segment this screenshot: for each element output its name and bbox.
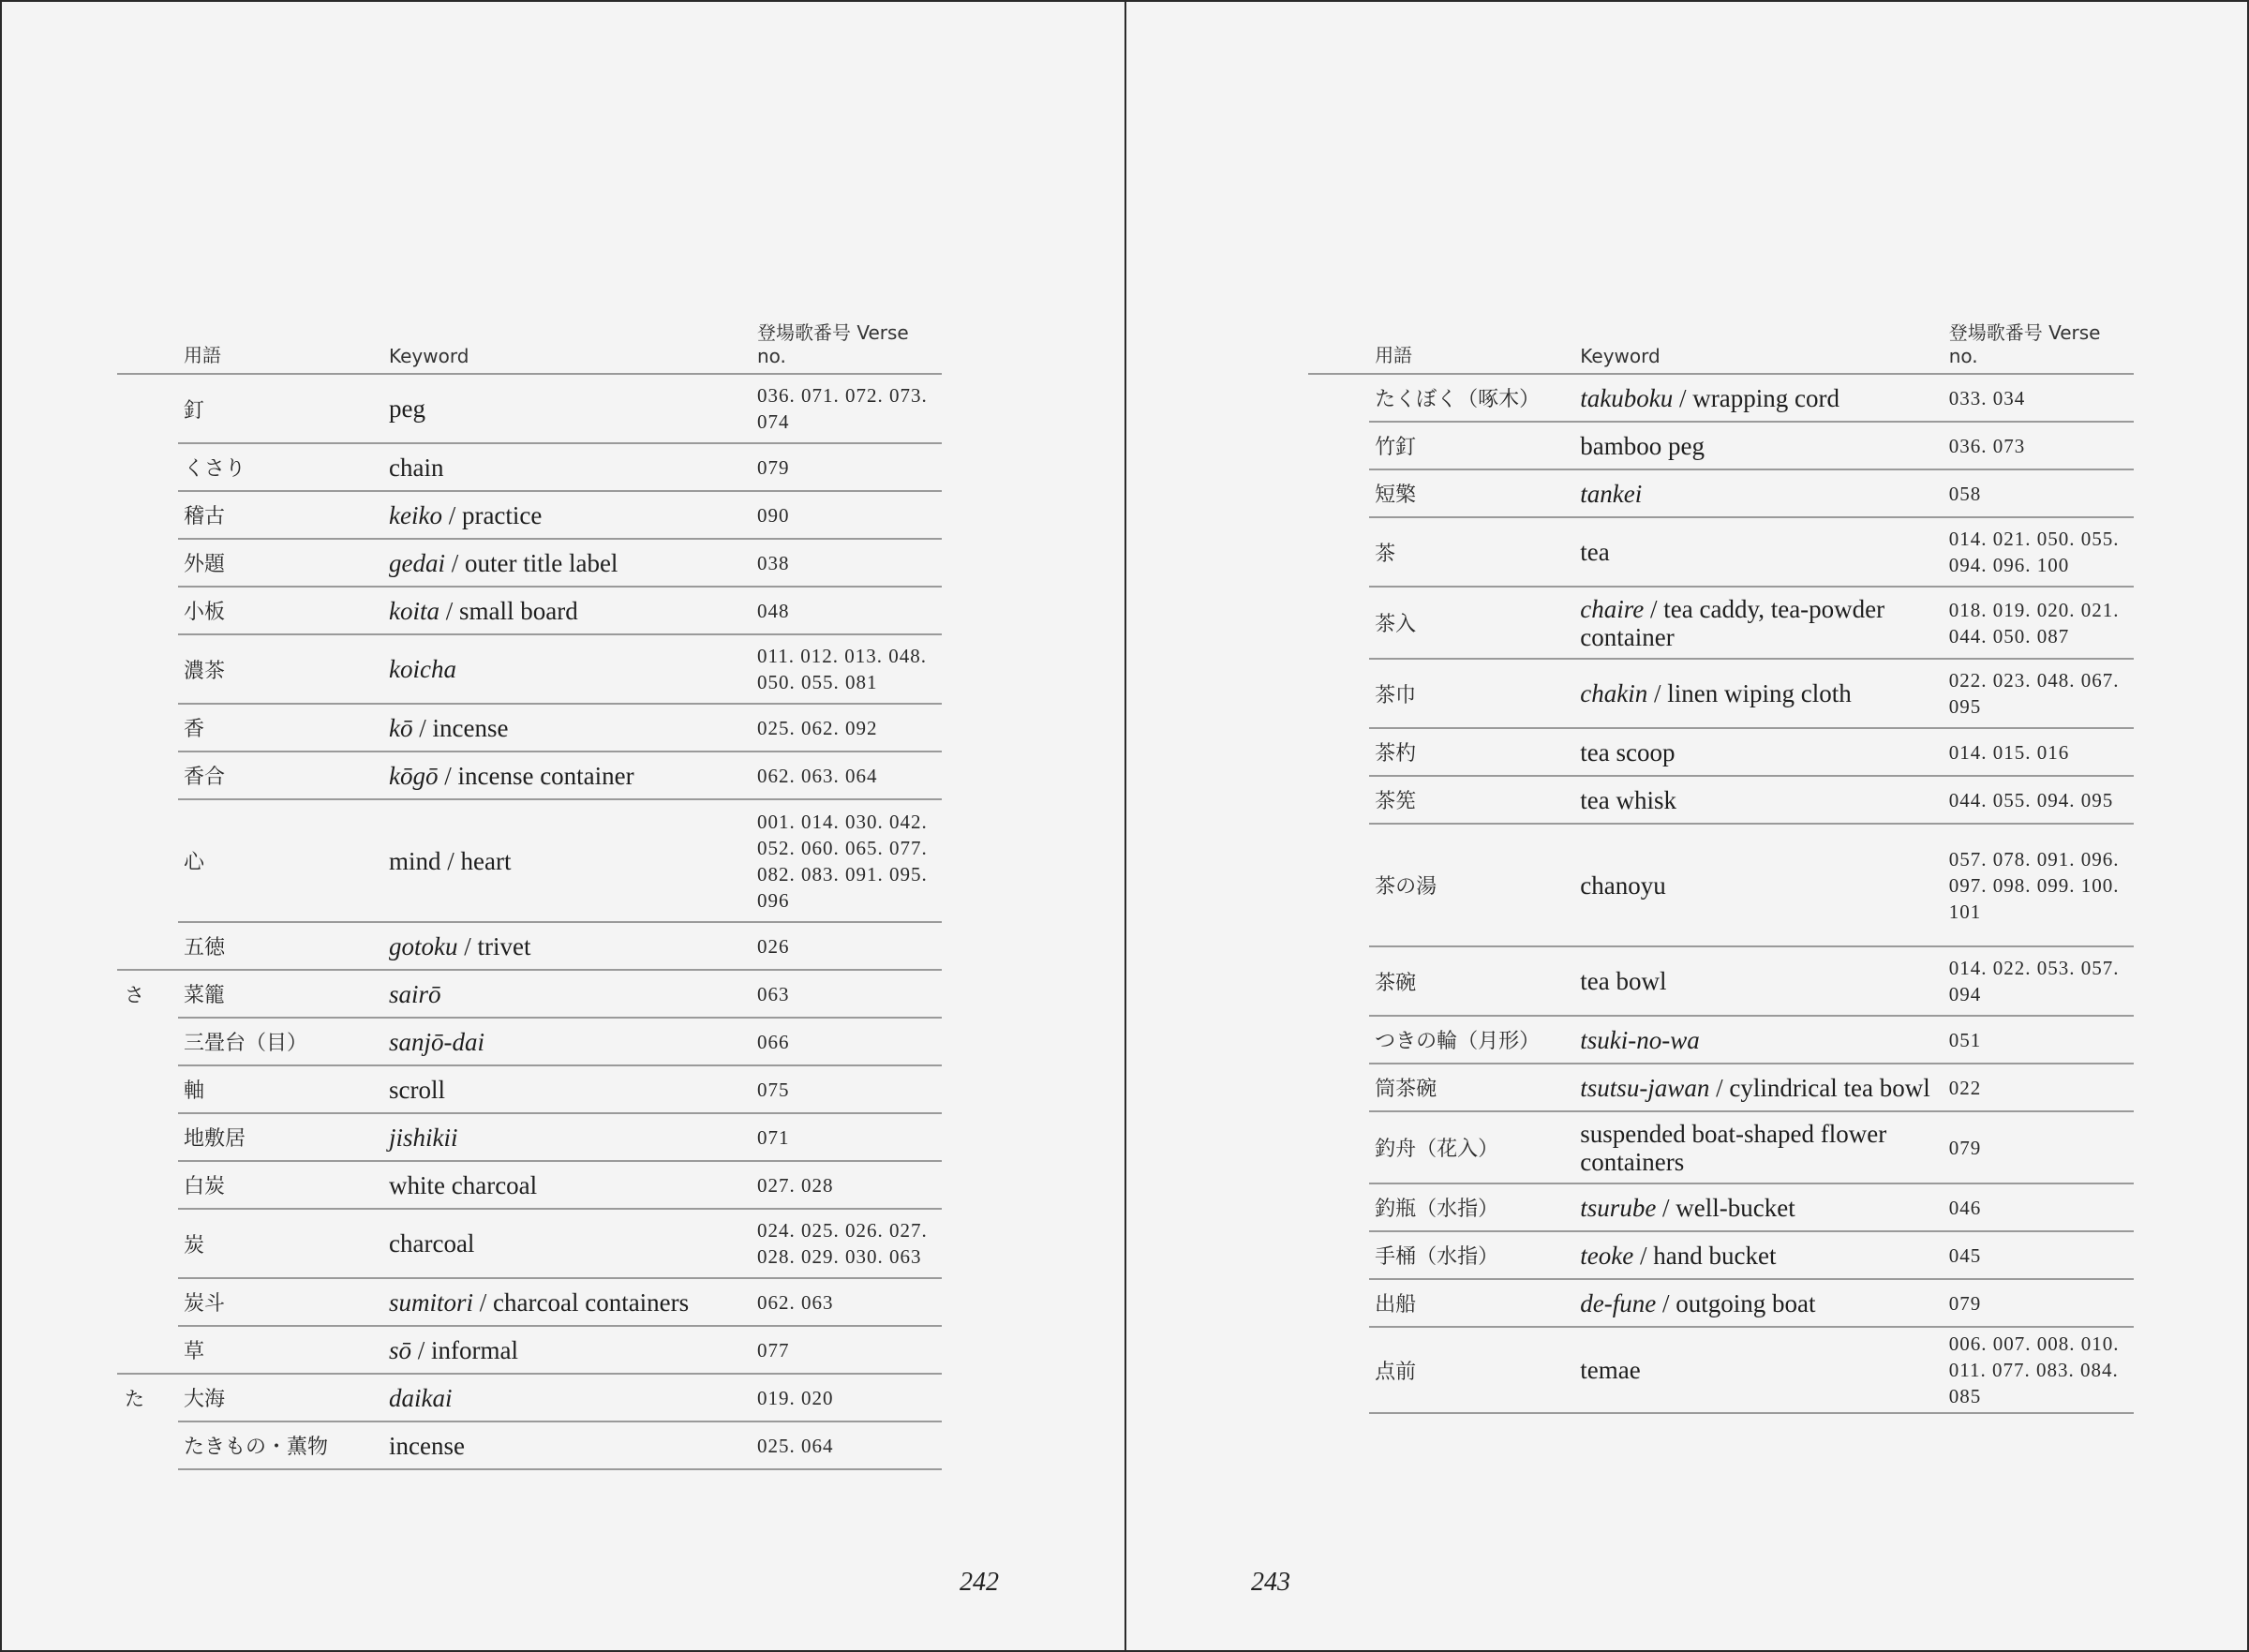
table-row [117,970,942,1018]
table-row [1308,1279,2134,1327]
term-japanese: 香合 [178,752,383,799]
term-japanese: 手桶（水指） [1369,1231,1574,1279]
term-japanese: 大海 [178,1374,383,1421]
keyword-english [383,1374,752,1421]
table-row [117,1065,942,1113]
term-japanese: 炭 [178,1209,383,1278]
term-japanese: 地敷居 [178,1113,383,1161]
section-kana: さ [117,970,178,1018]
verse-numbers: 022 [1944,1064,2134,1111]
section-kana [1308,422,1369,469]
keyword-text: charcoal [389,1229,475,1258]
keyword-english [1574,1183,1943,1231]
keyword-english [1574,1327,1943,1413]
section-kana [117,1065,178,1113]
keyword-english [383,1209,752,1278]
verse-numbers: 025. 062. 092 [752,704,942,752]
table-row [117,704,942,752]
keyword-english [383,587,752,634]
term-japanese: 草 [178,1326,383,1374]
table-row [1308,1016,2134,1064]
table-row [1308,1327,2134,1413]
term-japanese: 茶杓 [1369,728,1574,776]
table-row [117,1374,942,1421]
keyword-text: / wrapping cord [1673,383,1839,412]
table-row [1308,1111,2134,1183]
keyword-english [383,922,752,970]
keyword-italic: takuboku [1580,383,1674,412]
verse-header: 登場歌番号 Verse no. [1944,318,2134,374]
keyword-text: / cylindrical tea bowl [1709,1073,1930,1102]
keyword-text: incense [389,1431,465,1460]
glossary-table [117,318,942,1470]
table-row [1308,824,2134,946]
table-row [117,634,942,704]
table-row [1308,587,2134,659]
table-row [1308,776,2134,824]
left-page [2,2,1124,1650]
section-kana [1308,824,1369,946]
verse-numbers: 019. 020 [752,1374,942,1421]
term-japanese: 短檠 [1369,469,1574,517]
term-japanese: 竹釘 [1369,422,1574,469]
verse-numbers: 045 [1944,1231,2134,1279]
table-row [117,539,942,587]
verse-numbers: 071 [752,1113,942,1161]
keyword-english [383,1278,752,1326]
term-japanese: 炭斗 [178,1278,383,1326]
keyword-english [1574,659,1943,728]
term-japanese: 点前 [1369,1327,1574,1413]
section-kana [117,704,178,752]
section-kana [117,799,178,922]
section-kana [1308,1231,1369,1279]
term-japanese: 茶 [1369,517,1574,587]
keyword-italic: chakin [1580,679,1648,707]
keyword-text: tea bowl [1580,967,1667,995]
keyword-italic: sō [389,1335,412,1364]
section-kana [117,1161,178,1209]
keyword-text: / well-bucket [1656,1193,1795,1222]
keyword-text: mind / heart [389,846,512,875]
verse-numbers: 033. 034 [1944,374,2134,422]
keyword-italic: sairō [389,979,441,1008]
keyword-english [383,970,752,1018]
keyword-text: white charcoal [389,1170,538,1199]
keyword-text: chanoyu [1580,871,1666,900]
table-row [117,1018,942,1065]
glossary-rows [1308,374,2134,1413]
section-kana [117,752,178,799]
verse-numbers: 011. 012. 013. 048. 050. 055. 081 [752,634,942,704]
keyword-text: / practice [441,500,543,529]
verse-numbers: 018. 019. 020. 021. 044. 050. 087 [1944,587,2134,659]
table-row [1308,422,2134,469]
verse-numbers: 026 [752,922,942,970]
keyword-italic: daikai [389,1383,453,1412]
section-kana [117,922,178,970]
keyword-text: / charcoal containers [473,1287,690,1317]
term-japanese: 菜籠 [178,970,383,1018]
verse-numbers: 048 [752,587,942,634]
verse-numbers: 062. 063. 064 [752,752,942,799]
section-kana [117,443,178,491]
term-japanese: 香 [178,704,383,752]
section-kana [117,1113,178,1161]
table-row [1308,728,2134,776]
section-kana [1308,1016,1369,1064]
keyword-english [383,634,752,704]
table-row [117,1278,942,1326]
keyword-english [383,491,752,539]
term-japanese: 軸 [178,1065,383,1113]
verse-numbers: 079 [1944,1279,2134,1327]
table-row [1308,659,2134,728]
keyword-english [1574,1231,1943,1279]
page-number: 242 [960,1568,999,1597]
keyword-english [1574,469,1943,517]
section-kana [117,491,178,539]
keyword-english [1574,824,1943,946]
verse-numbers: 079 [752,443,942,491]
verse-numbers: 036. 073 [1944,422,2134,469]
table-row [1308,1183,2134,1231]
keyword-header: Keyword [1574,318,1943,374]
keyword-text: / linen wiping cloth [1647,679,1852,707]
table-row [117,443,942,491]
section-kana [1308,1279,1369,1327]
keyword-text: tea scoop [1580,737,1676,766]
keyword-english [1574,517,1943,587]
term-japanese: 小板 [178,587,383,634]
keyword-english [383,1161,752,1209]
verse-numbers: 058 [1944,469,2134,517]
keyword-italic: kō [389,713,413,742]
term-japanese: 茶筅 [1369,776,1574,824]
verse-numbers: 066 [752,1018,942,1065]
glossary-rows [117,374,942,1469]
verse-numbers: 027. 028 [752,1161,942,1209]
keyword-english [383,539,752,587]
keyword-english [383,1018,752,1065]
keyword-italic: gedai [389,548,445,577]
keyword-text: temae [1580,1356,1641,1384]
section-kana [117,634,178,704]
section-kana [117,374,178,443]
verse-numbers: 090 [752,491,942,539]
term-japanese: 茶入 [1369,587,1574,659]
keyword-english [1574,1279,1943,1327]
glossary-table [1308,318,2134,1414]
keyword-text: / outer title label [445,548,618,577]
section-kana [117,1326,178,1374]
keyword-text: bamboo peg [1580,431,1705,460]
keyword-text: / tea caddy, tea-powder container [1580,594,1885,651]
table-row [117,587,942,634]
keyword-english [383,752,752,799]
verse-numbers: 038 [752,539,942,587]
section-kana [1308,517,1369,587]
term-japanese: 筒茶碗 [1369,1064,1574,1111]
verse-numbers: 051 [1944,1016,2134,1064]
keyword-text: / hand bucket [1633,1241,1777,1270]
term-japanese: 釘 [178,374,383,443]
verse-numbers: 024. 025. 026. 027. 028. 029. 030. 063 [752,1209,942,1278]
section-kana [1308,1327,1369,1413]
term-japanese: つきの輪（月形） [1369,1016,1574,1064]
section-kana [117,587,178,634]
term-japanese: 心 [178,799,383,922]
keyword-italic: jishikii [389,1123,458,1152]
table-row [117,491,942,539]
section-kana [1308,946,1369,1016]
right-page [1126,2,2249,1650]
term-japanese: 茶碗 [1369,946,1574,1016]
section-kana [1308,659,1369,728]
keyword-english [383,1065,752,1113]
verse-numbers: 062. 063 [752,1278,942,1326]
keyword-header: Keyword [383,318,752,374]
keyword-text: suspended boat-shaped flower containers [1580,1119,1887,1176]
keyword-english [1574,422,1943,469]
term-japanese: 濃茶 [178,634,383,704]
keyword-text: / trivet [457,931,531,960]
section-kana [1308,374,1369,422]
verse-numbers: 036. 071. 072. 073. 074 [752,374,942,443]
table-row [117,922,942,970]
section-kana [117,1278,178,1326]
term-japanese: 白炭 [178,1161,383,1209]
keyword-english [383,374,752,443]
keyword-italic: sumitori [389,1287,474,1317]
keyword-english [383,1113,752,1161]
term-japanese: 釣瓶（水指） [1369,1183,1574,1231]
table-header [1308,318,2134,374]
table-row [1308,517,2134,587]
section-kana [1308,469,1369,517]
keyword-english [383,1326,752,1374]
verse-numbers: 014. 022. 053. 057. 094 [1944,946,2134,1016]
keyword-text: / incense [412,713,509,742]
keyword-english [383,799,752,922]
verse-numbers: 063 [752,970,942,1018]
keyword-english [1574,1064,1943,1111]
table-row [1308,1231,2134,1279]
table-row [117,1161,942,1209]
keyword-italic: tsuki-no-wa [1580,1025,1700,1054]
keyword-italic: kōgō [389,761,439,790]
keyword-italic: chaire [1580,594,1645,623]
verse-numbers: 075 [752,1065,942,1113]
section-kana [117,539,178,587]
term-japanese: 五徳 [178,922,383,970]
keyword-text: peg [389,394,425,423]
keyword-text: / informal [411,1335,518,1364]
term-header: 用語 [1369,318,1574,374]
section-kana [1308,587,1369,659]
term-japanese: 茶の湯 [1369,824,1574,946]
keyword-italic: teoke [1580,1241,1634,1270]
keyword-text: / incense container [438,761,634,790]
keyword-italic: keiko [389,500,442,529]
kana-header [1308,318,1369,374]
keyword-english [1574,1016,1943,1064]
keyword-italic: sanjō-dai [389,1027,485,1056]
verse-numbers: 006. 007. 008. 010. 011. 077. 083. 084. 085 [1944,1327,2134,1413]
keyword-text: / small board [439,596,578,625]
keyword-text: chain [389,453,444,482]
keyword-text: / outgoing boat [1656,1288,1816,1317]
keyword-english [383,443,752,491]
table-row [117,799,942,922]
keyword-italic: tsutsu-jawan [1580,1073,1710,1102]
term-header: 用語 [178,318,383,374]
section-kana [1308,776,1369,824]
verse-numbers: 025. 064 [752,1421,942,1469]
term-japanese: 釣舟（花入） [1369,1111,1574,1183]
table-row [1308,469,2134,517]
verse-numbers: 014. 021. 050. 055. 094. 096. 100 [1944,517,2134,587]
section-kana [1308,1111,1369,1183]
table-row [117,1113,942,1161]
keyword-english [1574,776,1943,824]
section-kana [1308,1064,1369,1111]
keyword-english [1574,587,1943,659]
verse-numbers: 077 [752,1326,942,1374]
table-row [117,1209,942,1278]
term-japanese: 茶巾 [1369,659,1574,728]
table-row [117,374,942,443]
term-japanese: 稽古 [178,491,383,539]
section-kana [1308,1183,1369,1231]
keyword-italic: tankei [1580,479,1643,508]
verse-numbers: 079 [1944,1111,2134,1183]
table-row [1308,946,2134,1016]
section-kana [117,1209,178,1278]
keyword-text: tea [1580,538,1610,566]
verse-numbers: 044. 055. 094. 095 [1944,776,2134,824]
verse-numbers: 046 [1944,1183,2134,1231]
keyword-english [1574,728,1943,776]
keyword-italic: gotoku [389,931,458,960]
verse-header: 登場歌番号 Verse no. [752,318,942,374]
table-row [117,752,942,799]
keyword-english [383,1421,752,1469]
page-number: 243 [1251,1568,1290,1597]
keyword-english [1574,946,1943,1016]
keyword-text: tea whisk [1580,785,1677,814]
term-japanese: たくぼく（啄木） [1369,374,1574,422]
term-japanese: 出船 [1369,1279,1574,1327]
term-japanese: 外題 [178,539,383,587]
section-kana [117,1421,178,1469]
keyword-italic: de-fune [1580,1288,1657,1317]
kana-header [117,318,178,374]
table-row [117,1326,942,1374]
keyword-italic: koicha [389,655,456,683]
keyword-english [1574,1111,1943,1183]
table-row [1308,374,2134,422]
term-japanese: くさり [178,443,383,491]
table-row [117,1421,942,1469]
term-japanese: 三畳台（目） [178,1018,383,1065]
section-kana [1308,728,1369,776]
table-header [117,318,942,374]
keyword-english [1574,374,1943,422]
table-row [1308,1064,2134,1111]
verse-numbers: 022. 023. 048. 067. 095 [1944,659,2134,728]
section-kana [117,1018,178,1065]
verse-numbers: 057. 078. 091. 096. 097. 098. 099. 100. 101 [1944,824,2134,946]
term-japanese: たきもの・薫物 [178,1421,383,1469]
section-kana: た [117,1374,178,1421]
keyword-text: scroll [389,1075,445,1104]
keyword-italic: koita [389,596,439,625]
keyword-italic: tsurube [1580,1193,1657,1222]
keyword-english [383,704,752,752]
verse-numbers: 001. 014. 030. 042. 052. 060. 065. 077. 082. 083. 091. 095. 096 [752,799,942,922]
verse-numbers: 014. 015. 016 [1944,728,2134,776]
